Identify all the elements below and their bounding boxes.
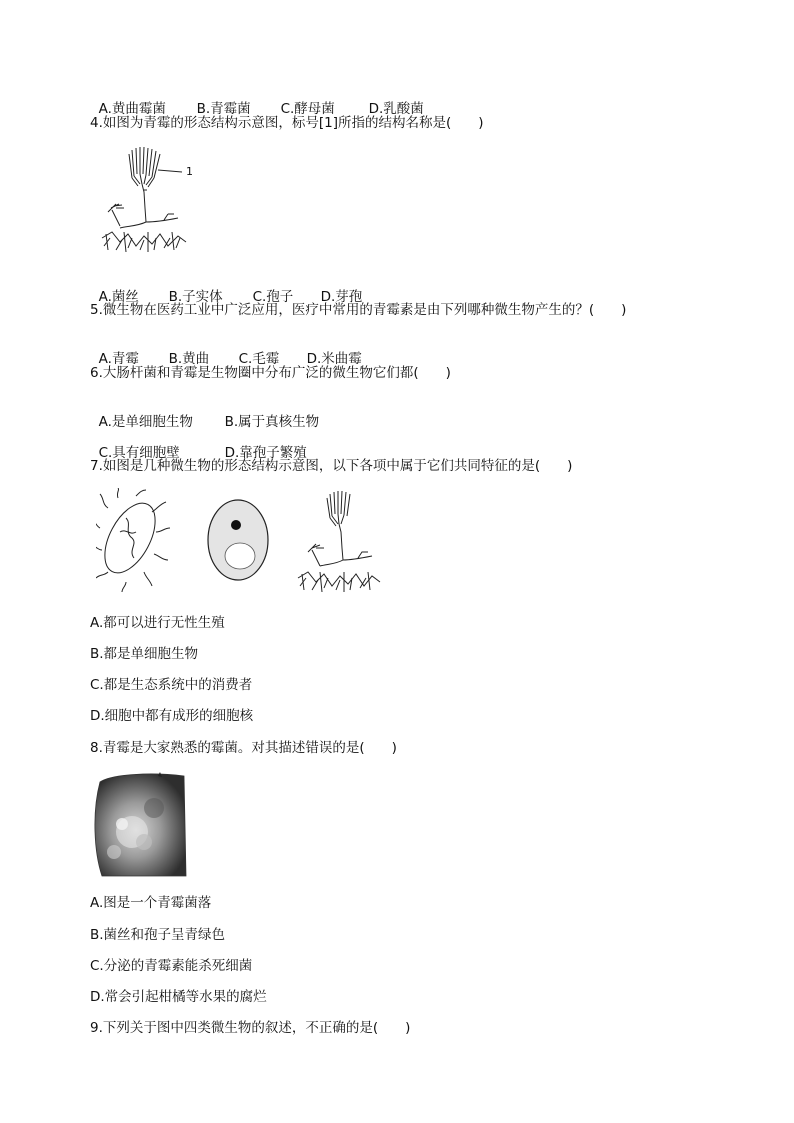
q9-stem: 9.下列关于图中四类微生物的叙述，不正确的是( ) [90,1020,411,1036]
q6-stem: 6.大肠杆菌和青霉是生物圈中分布广泛的微生物它们都( ) [90,365,451,381]
q5-stem: 5.微生物在医药工业中广泛应用，医疗中常用的青霉素是由下列哪种微生物产生的？( ) [90,302,627,318]
q5-option-a: A.青霉 [98,351,139,367]
q3-option-a: A.黄曲霉菌 [98,101,166,117]
q5-option-c: C.毛霉 [238,351,280,367]
q3-options [90,82,424,118]
q5-option-b: B.黄曲 [168,351,210,367]
q7-stem: 7.如图是几种微生物的形态结构示意图，以下各项中属于它们共同特征的是( ) [90,458,573,474]
bacterium-figure [96,488,170,592]
penicillium-diagram [98,142,194,254]
q7-option-c: C.都是生态系统中的消费者 [90,677,253,693]
q8-option-c: C.分泌的青霉素能杀死细菌 [90,958,253,974]
q8-stem: 8.青霉是大家熟悉的霉菌。对其描述错误的是( ) [90,740,397,756]
q4-option-a: A.菌丝 [98,289,139,305]
q5-option-d: D.米曲霉 [306,351,362,367]
q3-option-b: B.青霉菌 [196,101,251,117]
q7-option-a: A.都可以进行无性生殖 [90,615,225,631]
q4-figure-label: 1 [186,165,193,178]
q6-option-b: B.属于真核生物 [224,414,320,430]
mold-photo [92,772,188,878]
q6-option-d: D.靠孢子繁殖 [224,445,307,461]
q6-option-a: A.是单细胞生物 [98,414,193,430]
q8-option-a: A.图是一个青霉菌落 [90,895,212,911]
penicillium-figure [298,491,380,592]
q8-option-b: B.菌丝和孢子呈青绿色 [90,927,226,943]
q4-option-d: D.芽孢 [320,289,363,305]
q8-option-d: D.常会引起柑橘等水果的腐烂 [90,989,267,1005]
q4-stem: 4.如图为青霉的形态结构示意图，标号[1]所指的结构名称是( ) [90,115,484,131]
q3-option-d: D.乳酸菌 [368,101,424,117]
q3-option-c: C.酵母菌 [280,101,335,117]
q4-option-c: C.孢子 [252,289,294,305]
q5-options [90,332,362,368]
q6-option-c: C.具有细胞壁 [98,445,180,461]
q7-option-d: D.细胞中都有成形的细胞核 [90,708,254,724]
microorganisms-diagram [96,488,386,592]
q7-option-b: B.都是单细胞生物 [90,646,199,662]
yeast-figure [208,500,268,580]
q4-option-b: B.子实体 [168,289,223,305]
